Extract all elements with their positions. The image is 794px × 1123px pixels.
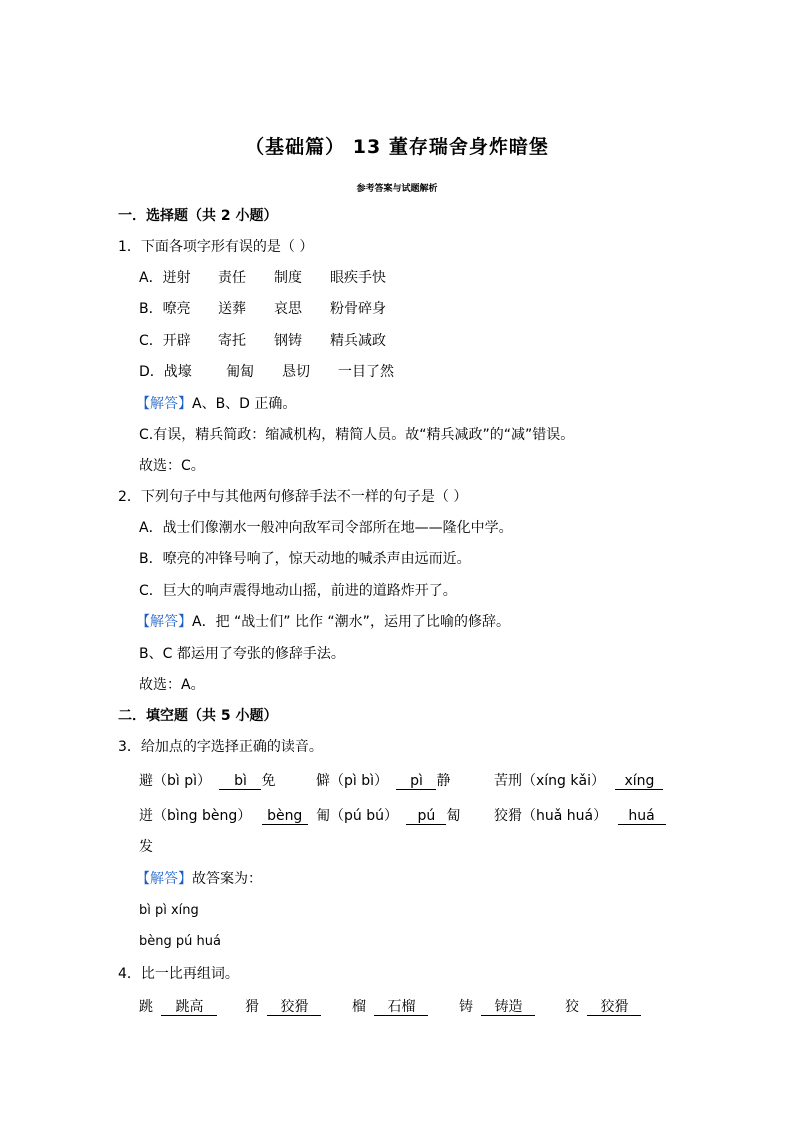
option-word: 哀思 [274,301,302,317]
option-word: 匍匐 [226,364,254,380]
answer-tag: 【解答】 [136,614,192,630]
question-1-explanation: C.有误，精兵简政：缩减机构，精简人员。故“精兵减政”的“减”错误。 [139,427,575,443]
option-label: A．迸射 [139,270,191,286]
option-label: D．战壕 [139,364,192,380]
base-char: 榴 [352,999,366,1015]
question-4-stem: 4．比一比再组词。 [118,966,239,982]
page-title: （基础篇） 13 董存瑞舍身炸暗堡 [245,136,549,158]
pinyin-item [139,807,308,825]
pinyin-item [316,772,450,790]
pinyin-item [494,772,663,790]
section-heading-choice: 一．选择题（共 2 小题） [118,208,278,224]
section-heading-fill: 二．填空题（共 5 小题） [118,708,278,724]
answer-blank: 铸造 [481,999,535,1016]
pinyin-word-tail: 发 [139,839,153,855]
pinyin-item [494,807,666,825]
answer-text: A、B、D 正确。 [192,396,297,412]
option-word: 眼疾手快 [330,270,386,286]
pinyin-options: 匍（pú bú） [316,808,398,824]
base-char: 猾 [245,999,259,1015]
option-word: 寄托 [218,333,246,349]
option-word: 恳切 [282,364,310,380]
answer-blank: bì [219,773,261,790]
pinyin-options: 僻（pì bì） [316,773,389,789]
option-word: 送葬 [218,301,246,317]
question-2-choice: 故选：A。 [139,677,205,693]
answer-blank: pì [396,773,436,790]
question-2-stem: 2．下列句子中与其他两句修辞手法不一样的句子是（ ） [118,489,468,505]
option-word: 精兵减政 [330,333,386,349]
answer-tag: 【解答】 [136,871,192,887]
question-1-stem: 1．下面各项字形有误的是（ ） [118,239,314,255]
option-label: C．开辟 [139,333,191,349]
word-tail: 静 [436,773,451,789]
answer-tag: 【解答】 [136,396,192,412]
pinyin-options: 狡猾（huǎ huá） [494,808,608,824]
pinyin-options: 避（bì pì） [139,773,212,789]
answer-blank: 跳高 [161,999,217,1016]
word-tail: 匐 [446,808,461,824]
question-1-answer [136,395,296,413]
answer-blank: pú [406,808,446,825]
answer-blank: 狡猾 [587,999,641,1016]
question-3-answer [136,870,262,888]
option-word: 粉骨碎身 [330,301,386,317]
answer-text: A．把 “战士们” 比作 “潮水”，运用了比喻的修辞。 [192,614,510,630]
answer-line-2: bèng pú huá [139,934,221,949]
base-char: 铸 [459,999,473,1015]
option-word: 制度 [274,270,302,286]
page-subtitle: 参考答案与试题解析 [356,184,438,194]
option-label: B．嘹亮 [139,301,191,317]
question-2-option-b: B．嘹亮的冲锋号响了，惊天动地的喊杀声由远而近。 [139,551,471,567]
option-word: 钢铸 [274,333,302,349]
word-group-item [245,998,321,1016]
word-tail: 免 [261,773,276,789]
answer-line-1: bì pì xíng [139,903,199,918]
option-word: 一目了然 [338,364,394,380]
pinyin-options: 苦刑（xíng kǎi） [494,773,605,789]
question-3-stem: 3．给加点的字选择正确的读音。 [118,739,323,755]
word-group-item [139,998,217,1016]
word-group-item [352,998,428,1016]
question-2-option-a: A．战士们像潮水一般冲向敌军司令部所在地——隆化中学。 [139,520,513,536]
base-char: 狡 [565,999,579,1015]
answer-blank: xíng [615,773,663,790]
answer-blank: huá [618,808,666,825]
option-word: 责任 [218,270,246,286]
answer-blank: bèng [262,808,308,825]
answer-text: 故答案为： [192,871,262,887]
base-char: 跳 [139,999,153,1015]
question-2-option-c: C．巨大的响声震得地动山摇，前进的道路炸开了。 [139,583,457,599]
word-group-item [565,998,641,1016]
question-2-answer [136,613,510,631]
word-group-item [459,998,535,1016]
pinyin-item [316,807,460,825]
question-1-choice: 故选：C。 [139,458,205,474]
pinyin-options: 迸（bìng bèng） [139,808,252,824]
answer-blank: 石榴 [374,999,428,1016]
answer-blank: 狡猾 [267,999,321,1016]
question-2-explanation: B、C 都运用了夸张的修辞手法。 [139,646,345,662]
pinyin-item [139,772,275,790]
